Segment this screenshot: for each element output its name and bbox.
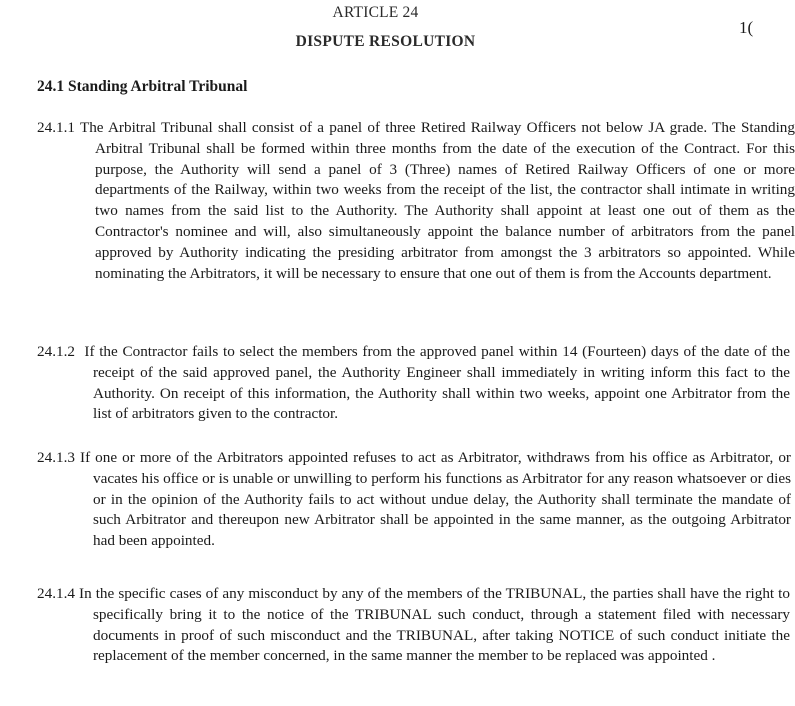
article-title: ARTICLE 24	[332, 4, 419, 21]
clause-text: In the specific cases of any misconduct by any of the members of the TRIBUNAL, the parties shall have the right to specifically bring it to the notice of the TRIBUNAL such conduct, through a statement filed with necessary documents in proof of such misconduct and the TRIBUNAL, after taking NOTICE of such conduct initiate the replacement of the member concerned, in the same manner the member to be replaced was appointed .	[79, 585, 790, 665]
clause-number: 24.1.1	[37, 119, 75, 136]
clause-number: 24.1.2	[37, 343, 75, 360]
clause-24-1-1	[37, 118, 795, 284]
clause-text: The Arbitral Tribunal shall consist of a panel of three Retired Railway Officers not below JA grade. The Standing Arbitral Tribunal shall be formed within three months from the date of the execution of the Contract. For this purpose, the Authority will send a panel of 3 (Three) names of Retired Railway Officers of one or more departments of the Railway, within two weeks from the receipt of the list, the contractor shall intimate in writing two names from the said list to the Authority. The Authority shall appoint at least one out of them as the Contractor's nominee and will, also simultaneously appoint the balance number of arbitrators from the panel approved by Authority indicating the presiding arbitrator from amongst the 3 arbitrators so appointed. While nominating the Arbitrators, it will be necessary to ensure that one out of them is from the Accounts department.	[79, 119, 795, 282]
clause-text: If the Contractor fails to select the members from the approved panel within 14 (Fourteen) days of the date of the receipt of the said approved panel, the Authority Engineer shall immediately in writing inform this fact to the Authority. On receipt of this information, the Authority shall within two weeks, appoint one Arbitrator from the list of arbitrators given to the contractor.	[84, 343, 791, 423]
clause-24-1-3	[37, 448, 791, 552]
clause-number: 24.1.3	[37, 449, 75, 466]
section-heading: 24.1 Standing Arbitral Tribunal	[37, 78, 248, 95]
article-heading: DISPUTE RESOLUTION	[295, 33, 476, 50]
clause-text: If one or more of the Arbitrators appointed refuses to act as Arbitrator, withdraws from his office as Arbitrator, or vacates his office or is unable or unwilling to perform his functions as Arbitrator for any reason whatsoever or dies or in the opinion of the Authority fails to act without undue delay, the Authority shall terminate the mandate of such Arbitrator and thereupon new Arbitrator shall be appointed in the same manner, as the outgoing Arbitrator had been appointed.	[80, 449, 791, 550]
clause-24-1-4	[37, 584, 790, 667]
clause-number: 24.1.4	[37, 585, 75, 602]
clause-24-1-2	[37, 342, 790, 425]
page-number: 1(	[739, 18, 754, 37]
